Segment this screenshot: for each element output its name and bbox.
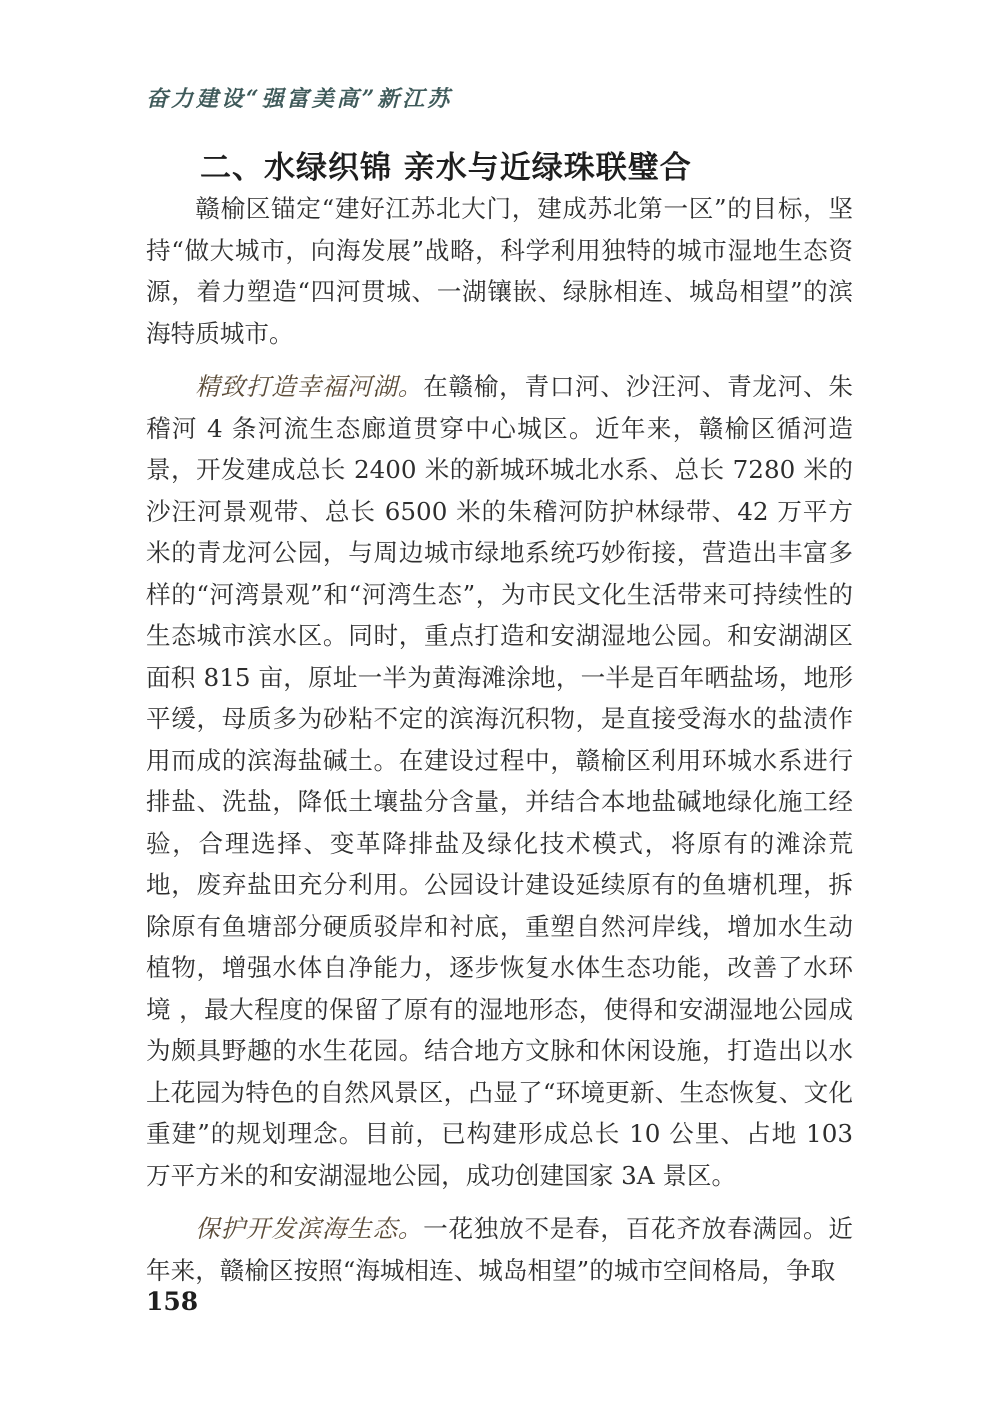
paragraph <box>146 1208 853 1291</box>
paragraph-text: 在赣榆，青口河、沙汪河、青龙河、朱稽河 4 条河流生态廊道贯穿中心城区。近年来，赣榆区循河造景，开发建成总长 2400 米的新城环城北水系、总长 7280 米的沙汪河景观带、总长 6500 米的朱稽河防护林绿带、42 万平方米的青龙河公园，与周边城市绿地系统巧妙衔接，营造出丰富多样的“河湾景观”和“河湾生态”，为市民文化生活带来可持续性的生态城市滨水区。同时，重点打造和安湖湿地公园。和安湖湖区面积 815 亩，原址一半为黄海滩涂地，一半是百年晒盐场，地形平缓，母质多为砂粘不定的滨海沉积物，是直接受海水的盐渍作用而成的滨海盐碱土。在建设过程中，赣榆区利用环城水系进行排盐、洗盐，降低土壤盐分含量，并结合本地盐碱地绿化施工经验，合理选择、变革降排盐及绿化技术模式，将原有的滩涂荒地，废弃盐田充分利用。公园设计建设延续原有的鱼塘机理，拆除原有鱼塘部分硬质驳岸和衬底，重塑自然河岸线，增加水生动植物，增强水体自净能力，逐步恢复水体生态功能，改善了水环境 ，最大程度的保留了原有的湿地形态，使得和安湖湿地公园成为颇具野趣的水生花园。结合地方文脉和休闲设施，打造出以水上花园为特色的自然风景区，凸显了“环境更新、生态恢复、文化重建”的规划理念。目前，已构建形成总长 10 公里、占地 103 万平方米的和安湖湿地公园，成功创建国家 3A 景区。 <box>146 372 853 1190</box>
paragraph-text: 赣榆区锚定“建好江苏北大门，建成苏北第一区”的目标，坚持“做大城市，向海发展”战略，科学利用独特的城市湿地生态资源，着力塑造“四河贯城、一湖镶嵌、绿脉相连、城岛相望”的滨海特质城市。 <box>146 194 853 348</box>
paragraph <box>146 188 853 354</box>
paragraph <box>146 366 853 1196</box>
paragraph-lead: 保护开发滨海生态。 <box>195 1214 424 1243</box>
paragraph-lead: 精致打造幸福河湖。 <box>195 372 424 401</box>
page-number: 158 <box>146 1287 199 1316</box>
paragraph-text: 一花独放不是春，百花齐放春满园。近年来，赣榆区按照“海城相连、城岛相望”的城市空间格局，争取 <box>146 1214 853 1285</box>
section-title: 二、水绿织锦 亲水与近绿珠联璧合 <box>200 150 692 186</box>
body-text <box>146 188 853 1291</box>
running-header: 奋力建设“强富美高”新江苏 <box>146 86 453 112</box>
